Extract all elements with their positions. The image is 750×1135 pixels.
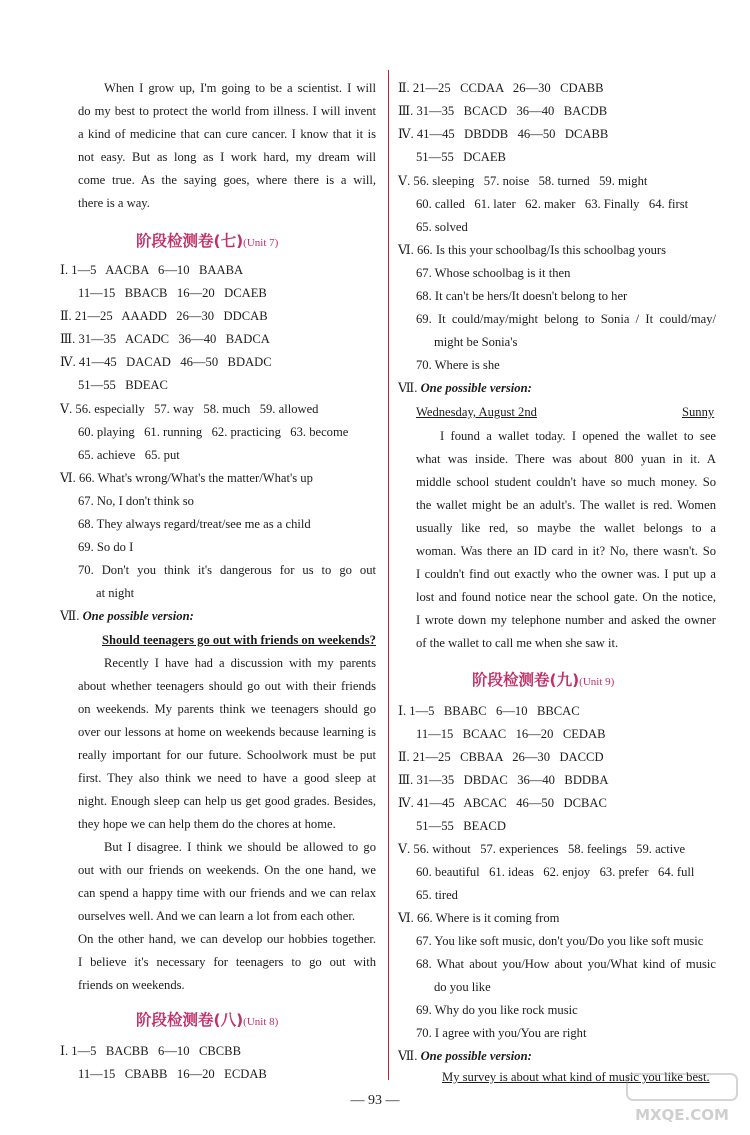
- answer-line: at night: [96, 586, 135, 600]
- diary-line: I couldn't find out exactly who the owner was. I put up a: [416, 567, 716, 581]
- answer-line: Ⅵ. 66. Where is it coming from: [398, 911, 560, 925]
- essay-line: friends on weekends.: [78, 978, 185, 992]
- diary-weather: Sunny: [682, 405, 715, 419]
- column-divider: [388, 70, 389, 1080]
- roman-numeral: Ⅶ.: [398, 381, 421, 395]
- answer-line: 69. It could/may/might belong to Sonia / It could/may/: [416, 312, 716, 326]
- answer-line: 67. No, I don't think so: [78, 494, 194, 508]
- answer-line: Ⅲ. 31—35 DBDAC 36—40 BDDBA: [398, 773, 609, 787]
- diary-line: usually like red, so maybe the wallet belongs to a: [416, 521, 716, 535]
- answer-line: 68. What about you/How about you/What kind of music: [416, 957, 716, 971]
- answer-line: 11—15 BCAAC 16—20 CEDAB: [416, 727, 606, 741]
- answer-line: 65. achieve 65. put: [78, 448, 180, 462]
- answer-line: 65. tired: [416, 888, 458, 902]
- answer-line: 11—15 CBABB 16—20 ECDAB: [78, 1067, 267, 1081]
- answer-line: Ⅱ. 21—25 CBBAA 26—30 DACCD: [398, 750, 604, 764]
- page-number: — 93 —: [350, 1093, 400, 1108]
- answer-line: Ⅵ. 66. Is this your schoolbag/Is this schoolbag yours: [398, 243, 667, 257]
- essay-line: night. Enough sleep can help us get good grades. Besides,: [78, 794, 376, 808]
- essay-line: over our lessons at home on weekends because learning is: [78, 725, 376, 739]
- watermark-logo: [625, 1070, 740, 1126]
- diary-line: middle school student couldn't have so much money. So: [416, 475, 716, 489]
- version-text: One possible version:: [420, 381, 532, 395]
- diary-line: of the wallet to call me when she saw it.: [416, 636, 619, 650]
- answer-line: 60. playing 61. running 62. practicing 63. become: [78, 425, 349, 439]
- answer-line: Ⅴ. 56. sleeping 57. noise 58. turned 59. might: [398, 174, 648, 188]
- answer-line: Ⅳ. 41—45 ABCAC 46—50 DCBAC: [398, 796, 607, 810]
- answer-line: 69. Why do you like rock music: [416, 1003, 578, 1017]
- answer-line: 70. I agree with you/You are right: [416, 1026, 587, 1040]
- section-title-text: 阶段检测卷(九): [472, 671, 580, 689]
- answer-line: 68. They always regard/treat/see me as a child: [78, 517, 311, 531]
- essay-line: But I disagree. I think we should be allowed to go: [104, 840, 376, 854]
- answer-line: Ⅱ. 21—25 CCDAA 26—30 CDABB: [398, 81, 604, 95]
- answer-line: Ⅴ. 56. without 57. experiences 58. feelings 59. active: [398, 842, 686, 856]
- diary-date: Wednesday, August 2nd: [416, 405, 537, 419]
- diary-line: what was inside. There was about 800 yuan in it. A: [416, 452, 716, 466]
- essay-line: Recently I have had a discussion with my parents: [104, 656, 376, 670]
- answer-line: Ⅳ. 41—45 DBDDB 46—50 DCABB: [398, 127, 609, 141]
- answer-line: Ⅳ. 41—45 DACAD 46—50 BDADC: [60, 355, 272, 369]
- essay-line: come true. As the saying goes, where there is a will,: [78, 173, 376, 187]
- essay-line: they hope we can help them do the chores at home.: [78, 817, 336, 831]
- section-unit: (Unit 9): [579, 676, 615, 688]
- section-unit: (Unit 7): [243, 237, 279, 249]
- answer-line: 60. beautiful 61. ideas 62. enjoy 63. prefer 64. full: [416, 865, 695, 879]
- section-title-unit9: [472, 668, 614, 690]
- answer-line: Ⅲ. 31—35 BCACD 36—40 BACDB: [398, 104, 608, 118]
- essay-line: I believe it's necessary for teenagers to go out with: [78, 955, 376, 969]
- version-label: [398, 380, 532, 396]
- answer-line: Ⅲ. 31—35 ACADC 36—40 BADCA: [60, 332, 270, 346]
- section-title-text: 阶段检测卷(八): [136, 1011, 244, 1029]
- essay-line: really important for our future. Schoolwork must be put: [78, 748, 376, 762]
- essay-title: Should teenagers go out with friends on weekends?: [102, 633, 376, 647]
- essay-line: out with our friends on weekends. On the one hand, we: [78, 863, 376, 877]
- essay-line: When I grow up, I'm going to be a scientist. I will: [104, 81, 376, 95]
- answer-line: 60. called 61. later 62. maker 63. Finally 64. first: [416, 197, 689, 211]
- answer-line: Ⅵ. 66. What's wrong/What's the matter/What's up: [60, 471, 313, 485]
- answer-line: do you like: [434, 980, 491, 994]
- essay-line: a kind of medicine that can cure cancer. I know that it is: [78, 127, 376, 141]
- diary-line: woman. Was there an ID card in it? No, there wasn't. So: [416, 544, 716, 558]
- essay-line: On the other hand, we can develop our hobbies together.: [78, 932, 376, 946]
- section-title-unit8: [136, 1008, 278, 1030]
- section-title-text: 阶段检测卷(七): [136, 232, 244, 250]
- answer-line: 51—55 BDEAC: [78, 378, 168, 392]
- diary-line: I wrote down my telephone number and asked the owner: [416, 613, 716, 627]
- answer-line: Ⅱ. 21—25 AAADD 26—30 DDCAB: [60, 309, 268, 323]
- answer-line: Ⅴ. 56. especially 57. way 58. much 59. allowed: [60, 402, 319, 416]
- diary-line: lost and found notice near the school gate. On the notice,: [416, 590, 716, 604]
- essay-line: can spend a happy time with our friends and we can relax: [78, 886, 376, 900]
- answer-line: 70. Where is she: [416, 358, 500, 372]
- answer-line: 68. It can't be hers/It doesn't belong to her: [416, 289, 628, 303]
- essay-line: not easy. But as long as I work hard, my dream will: [78, 150, 376, 164]
- answer-line: 70. Don't you think it's dangerous for us to go out: [78, 563, 376, 577]
- watermark-frame: [627, 1074, 737, 1100]
- essay-line: ourselves well. And we can learn a lot from each other.: [78, 909, 355, 923]
- section-title-unit7: [136, 229, 278, 251]
- answer-line: 51—55 DCAEB: [416, 150, 506, 164]
- answer-line: 65. solved: [416, 220, 468, 234]
- answer-line: 67. Whose schoolbag is it then: [416, 266, 571, 280]
- answer-line: Ⅰ. 1—5 BBABC 6—10 BBCAC: [398, 704, 580, 718]
- essay-line: there is a way.: [78, 196, 150, 210]
- diary-line: the wallet might be an adult's. The wallet is red. Women: [416, 498, 716, 512]
- answer-line: Ⅰ. 1—5 BACBB 6—10 CBCBB: [60, 1044, 241, 1058]
- essay-line: about whether teenagers should go out with their friends: [78, 679, 376, 693]
- version-label: [60, 608, 194, 624]
- essay-line: do my best to protect the world from illness. I will invent: [78, 104, 376, 118]
- answer-line: 67. You like soft music, don't you/Do you like soft music: [416, 934, 704, 948]
- version-label: [398, 1048, 532, 1064]
- roman-numeral: Ⅶ.: [398, 1049, 421, 1063]
- version-text: One possible version:: [420, 1049, 532, 1063]
- survey-line: My survey is about what kind of music you like best.: [442, 1070, 710, 1084]
- essay-line: on weekends. My parents think we teenagers should go: [78, 702, 376, 716]
- answer-line: Ⅰ. 1—5 AACBA 6—10 BAABA: [60, 263, 244, 277]
- answer-line: might be Sonia's: [434, 335, 518, 349]
- diary-line: I found a wallet today. I opened the wallet to see: [440, 429, 716, 443]
- version-text: One possible version:: [82, 609, 194, 623]
- essay-line: first. They also think we need to have a good sleep at: [78, 771, 376, 785]
- roman-numeral: Ⅶ.: [60, 609, 83, 623]
- watermark-text: MXQE.COM: [635, 1106, 729, 1124]
- answer-line: 11—15 BBACB 16—20 DCAEB: [78, 286, 267, 300]
- answer-line: 69. So do I: [78, 540, 134, 554]
- answer-line: 51—55 BEACD: [416, 819, 506, 833]
- section-unit: (Unit 8): [243, 1016, 279, 1028]
